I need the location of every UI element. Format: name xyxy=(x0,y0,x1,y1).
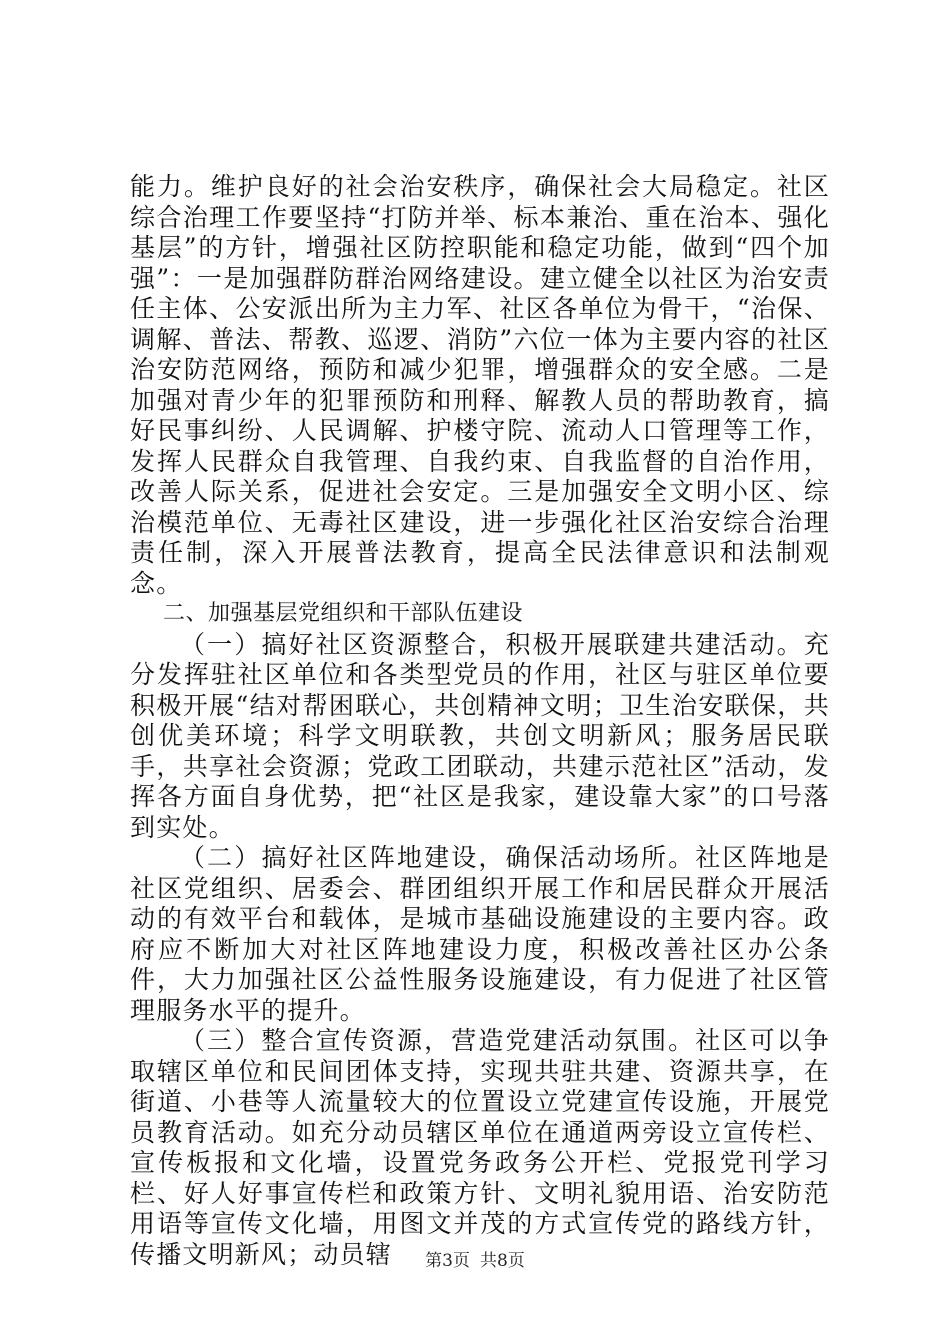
paragraph-publicity-resources: （三）整合宣传资源，营造党建活动氛围。社区可以争取辖区单位和民间团体支持，实现共驻共建、资源共享，在街道、小巷等人流量较大的位置设立党建宣传设施，开展党员教育活动。如充分动员辖区单位在通道两旁设立宣传栏、宣传板报和文化墙，设置党务政务公开栏、党报党刊学习栏、好人好事宣传栏和政策方针、文明礼貌用语、治安防范用语等宣传文化墙，用图文并茂的方式宣传党的路线方针，传播文明新风；动员辖 xyxy=(130,1026,830,1269)
paragraph-public-security: 能力。维护良好的社会治安秩序，确保社会大局稳定。社区综合治理工作要坚持“打防并举、标本兼治、重在治本、强化基层”的方针，增强社区防控职能和稳定功能，做到“四个加强”：一是加强群防群治网络建设。建立健全以社区为治安责任主体、公安派出所为主力军、社区各单位为骨干，“治保、调解、普法、帮教、巡逻、消防”六位一体为主要内容的社区治安防范网络，预防和减少犯罪，增强群众的安全感。二是加强对青少年的犯罪预防和刑释、解教人员的帮助教育，搞好民事纠纷、人民调解、护楼守院、流动人口管理等工作，发挥人民群众自我管理、自我约束、自我监督的自治作用，改善人际关系，促进社会安定。三是加强安全文明小区、综治模范单位、无毒社区建设，进一步强化社区治安综合治理责任制，深入开展普法教育，提高全民法律意识和法制观念。 xyxy=(130,172,830,598)
paragraph-resource-integration: （一）搞好社区资源整合，积极开展联建共建活动。充分发挥驻社区单位和各类型党员的作用，社区与驻区单位要积极开展“结对帮困联心，共创精神文明；卫生治安联保，共创优美环境；科学文明联教，共创文明新风；服务居民联手，共享社会资源；党政工团联动，共建示范社区”活动，发挥各方面自身优势，把“社区是我家，建设靠大家”的口号落到实处。 xyxy=(130,629,830,842)
document-body xyxy=(130,172,830,1270)
page-total: 共8页 xyxy=(480,1251,525,1271)
page-number: 第3页 xyxy=(425,1251,470,1271)
section-heading-party-building: 二、加强基层党组织和干部队伍建设 xyxy=(163,601,524,626)
page-footer xyxy=(0,1246,950,1271)
paragraph-community-facilities: （二）搞好社区阵地建设，确保活动场所。社区阵地是社区党组织、居委会、群团组织开展工作和居民群众开展活动的有效平台和载体，是城市基础设施建设的主要内容。政府应不断加大对社区阵地建设力度，积极改善社区办公条件，大力加强社区公益性服务设施建设，有力促进了社区管理服务水平的提升。 xyxy=(130,843,830,1025)
